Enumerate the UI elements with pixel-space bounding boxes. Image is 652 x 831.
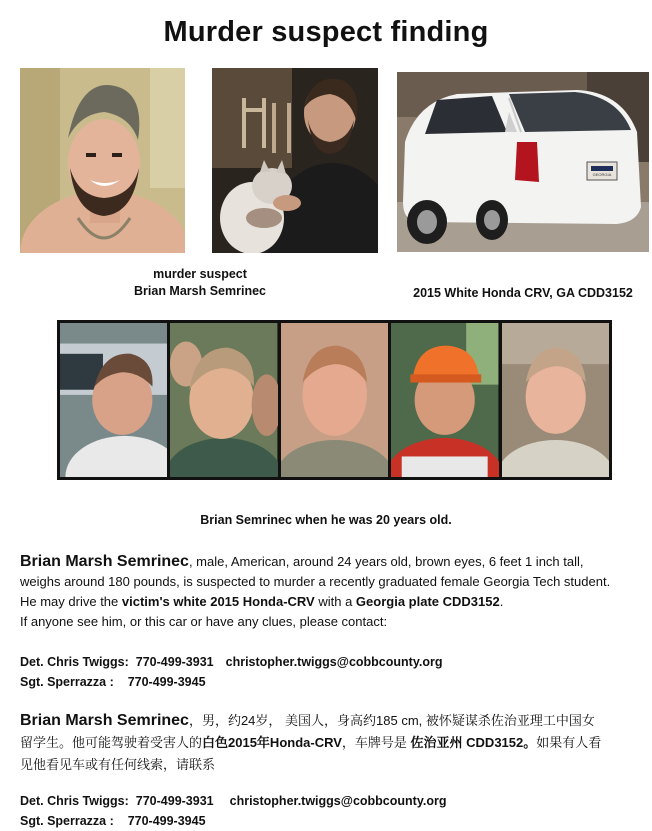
contact-row: Sgt. Sperrazza : 770-499-3945 <box>20 672 442 692</box>
contact-phone[interactable]: 770-499-3945 <box>127 814 206 828</box>
car-photo-caption: 2015 White Honda CRV, GA CDD3152 <box>413 286 633 300</box>
contact-row: Det. Chris Twiggs: 770-499-3931 christopher.twiggs@cobbcounty.org <box>20 652 442 672</box>
english-description <box>20 552 650 632</box>
english-line2: weighs around 180 pounds, is suspected to murder a recently graduated female Georgia Tech student. <box>20 574 611 589</box>
chinese-line2: 留学生。他可能驾驶着受害人的白色2015年Honda-CRV，车牌号是 佐治亚州 CDD3152。如果有人看 <box>20 735 602 750</box>
car-plate-text: GEORGIA <box>592 172 612 177</box>
english-line1: , male, American, around 24 years old, brown eyes, 6 feet 1 inch tall, <box>188 554 584 569</box>
english-line4: If anyone see him, or this car or have any clues, please contact: <box>20 614 388 629</box>
contact-phone[interactable]: 770-499-3945 <box>127 675 206 689</box>
suspect-photo-caption <box>110 266 290 300</box>
contact-row: Sgt. Sperrazza : 770-499-3945 <box>20 811 446 831</box>
young-photo-1 <box>60 323 167 477</box>
contacts-en <box>20 652 442 692</box>
contact-row: Det. Chris Twiggs: 770-499-3931 christopher.twiggs@cobbcounty.org <box>20 791 446 811</box>
young-photo-5 <box>502 323 609 477</box>
english-line3: He may drive the victim's white 2015 Honda-CRV with a Georgia plate CDD3152. <box>20 594 504 609</box>
young-photo-2 <box>170 323 277 477</box>
suspect-photo-smiling <box>20 68 185 253</box>
page-title: Murder suspect finding <box>163 16 489 48</box>
young-photos-caption: Brian Semrinec when he was 20 years old. <box>200 513 452 527</box>
contact-email[interactable]: christopher.twiggs@cobbcounty.org <box>229 794 447 808</box>
contact-phone[interactable]: 770-499-3931 <box>135 794 214 808</box>
young-photo-3 <box>281 323 388 477</box>
car-photo <box>397 72 649 252</box>
chinese-line1: ，男，约24岁， 美国人，身高约185 cm, 被怀疑谋杀佐治亚理工中国女 <box>188 713 595 728</box>
suspect-name-en: Brian Marsh Semrinec <box>20 553 189 570</box>
suspect-caption-line1: murder suspect <box>153 267 247 281</box>
contacts-cn <box>20 791 446 831</box>
young-photo-4 <box>391 323 498 477</box>
suspect-name-cn: Brian Marsh Semrinec <box>20 712 189 729</box>
chinese-line3: 见他看见车或有任何线索，请联系 <box>20 757 216 772</box>
suspect-photo-with-cat <box>212 68 378 253</box>
chinese-description <box>20 710 650 776</box>
contact-phone[interactable]: 770-499-3931 <box>135 655 214 669</box>
suspect-caption-line2: Brian Marsh Semrinec <box>134 284 266 298</box>
young-photos-strip <box>57 320 612 480</box>
contact-email[interactable]: christopher.twiggs@cobbcounty.org <box>225 655 443 669</box>
